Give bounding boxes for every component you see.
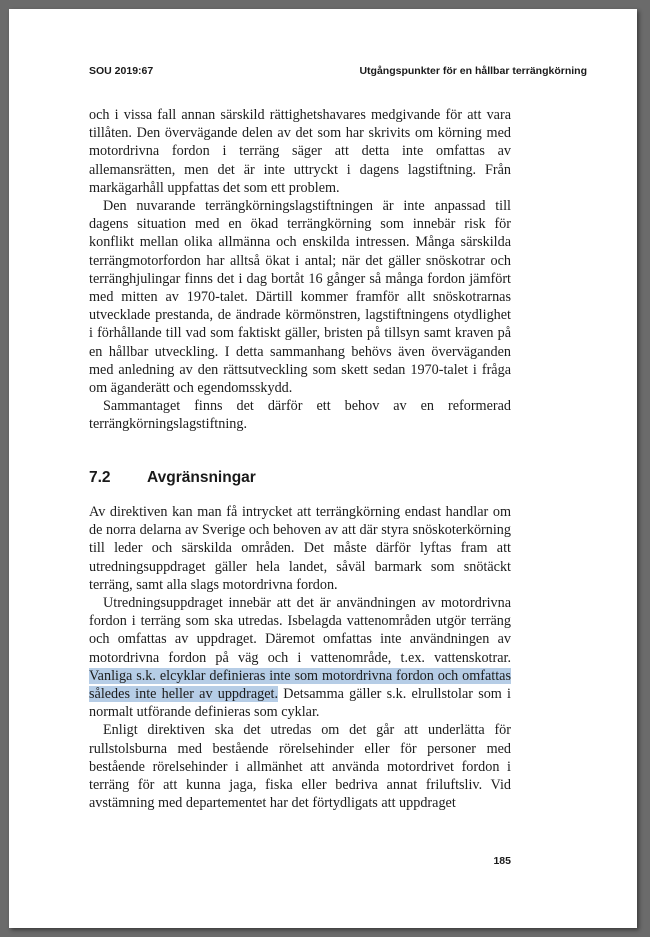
section-title: Avgränsningar [147,469,256,486]
body-text-bottom [89,503,511,812]
paragraph-text: Detsamma gäller s.k. elrullstolar som i normalt utförande definieras som cyklar. [89,686,511,721]
paragraph: Enligt direktiven ska det utredas om det går att underlätta för rullstolsburna med bestående rörelsehinder eller för personer med bestående rörelsehinder i allmänhet att använda motordrivet fordon i terräng för att kunna jaga, fiska eller bedriva annat friluftsliv. Vid avstämning med departementet har det förtydligats att uppdraget [89,722,511,812]
page-number: 185 [493,855,511,867]
section-heading [89,469,256,487]
paragraph: Sammantaget finns det därför ett behov av en reformerad terrängkörningslagstiftning. [89,398,511,433]
paragraph-with-highlight [89,594,511,721]
paragraph: Den nuvarande terrängkörningslagstiftningen är inte anpassad till dagens situation med en ökad terrängkörning som innebär risk för konflikt mellan olika allmänna och enskilda intressen. Många särskilda terrängmotorfordon har alltså ökat i antal; när det gäller snöskotrar och terränghjulingar finns det i dag bortåt 16 gånger så många fordon jämfört med mitten av 1970-talet. Därtill kommer framför allt snöskotrarnas utvecklade prestanda, de ändrade körmönstren, lagstiftningens otydlighet i förhållande till vad som faktiskt gäller, bristen på tillsyn samt kraven på en hållbar utveckling. I detta sammanhang behövs även överväganden med anledning av den rättsutveckling som skett sedan 1970-talet i fråga om äganderätt och egendomsskydd. [89,198,511,397]
paragraph: Av direktiven kan man få intrycket att terrängkörning endast handlar om de norra delarna av Sverige och behoven av att där styra snöskoterkörning till leder och särskilda områden. Det måste därför lyftas fram att utredningsuppdraget gäller hela landet, såväl barmark som snötäckt terräng, samt alla slags motordrivna fordon. [89,504,511,593]
highlighted-text-selection[interactable]: Vanliga s.k. elcyklar definieras inte som motordrivna fordon och omfattas således inte heller av uppdraget. [89,667,511,703]
header-report-id: SOU 2019:67 [89,65,154,77]
section-number: 7.2 [89,469,111,486]
document-page [9,9,637,928]
paragraph-text: Utredningsuppdraget innebär att det är användningen av motordrivna fordon i terräng som ska utredas. Isbelagda vattenområden utgör terräng och omfattas av uppdraget. Däremot omfattas inte användningen av motordrivna fordon på väg och i vattenområde, t.ex. vattenskotrar. [89,595,511,666]
paragraph: och i vissa fall annan särskild rättighetshavares medgivande för att vara tillåten. Den övervägande delen av det som har skrivits om körning med motordrivna fordon i terräng säger att detta inte omfattas av allemansrätten, men det är inte uttryckt i dagens lagstiftning. Från markägarhåll uppfattas det som ett problem. [89,107,511,196]
body-text-top [89,106,511,434]
header-chapter-title: Utgångspunkter för en hållbar terrängkörning [359,65,587,77]
